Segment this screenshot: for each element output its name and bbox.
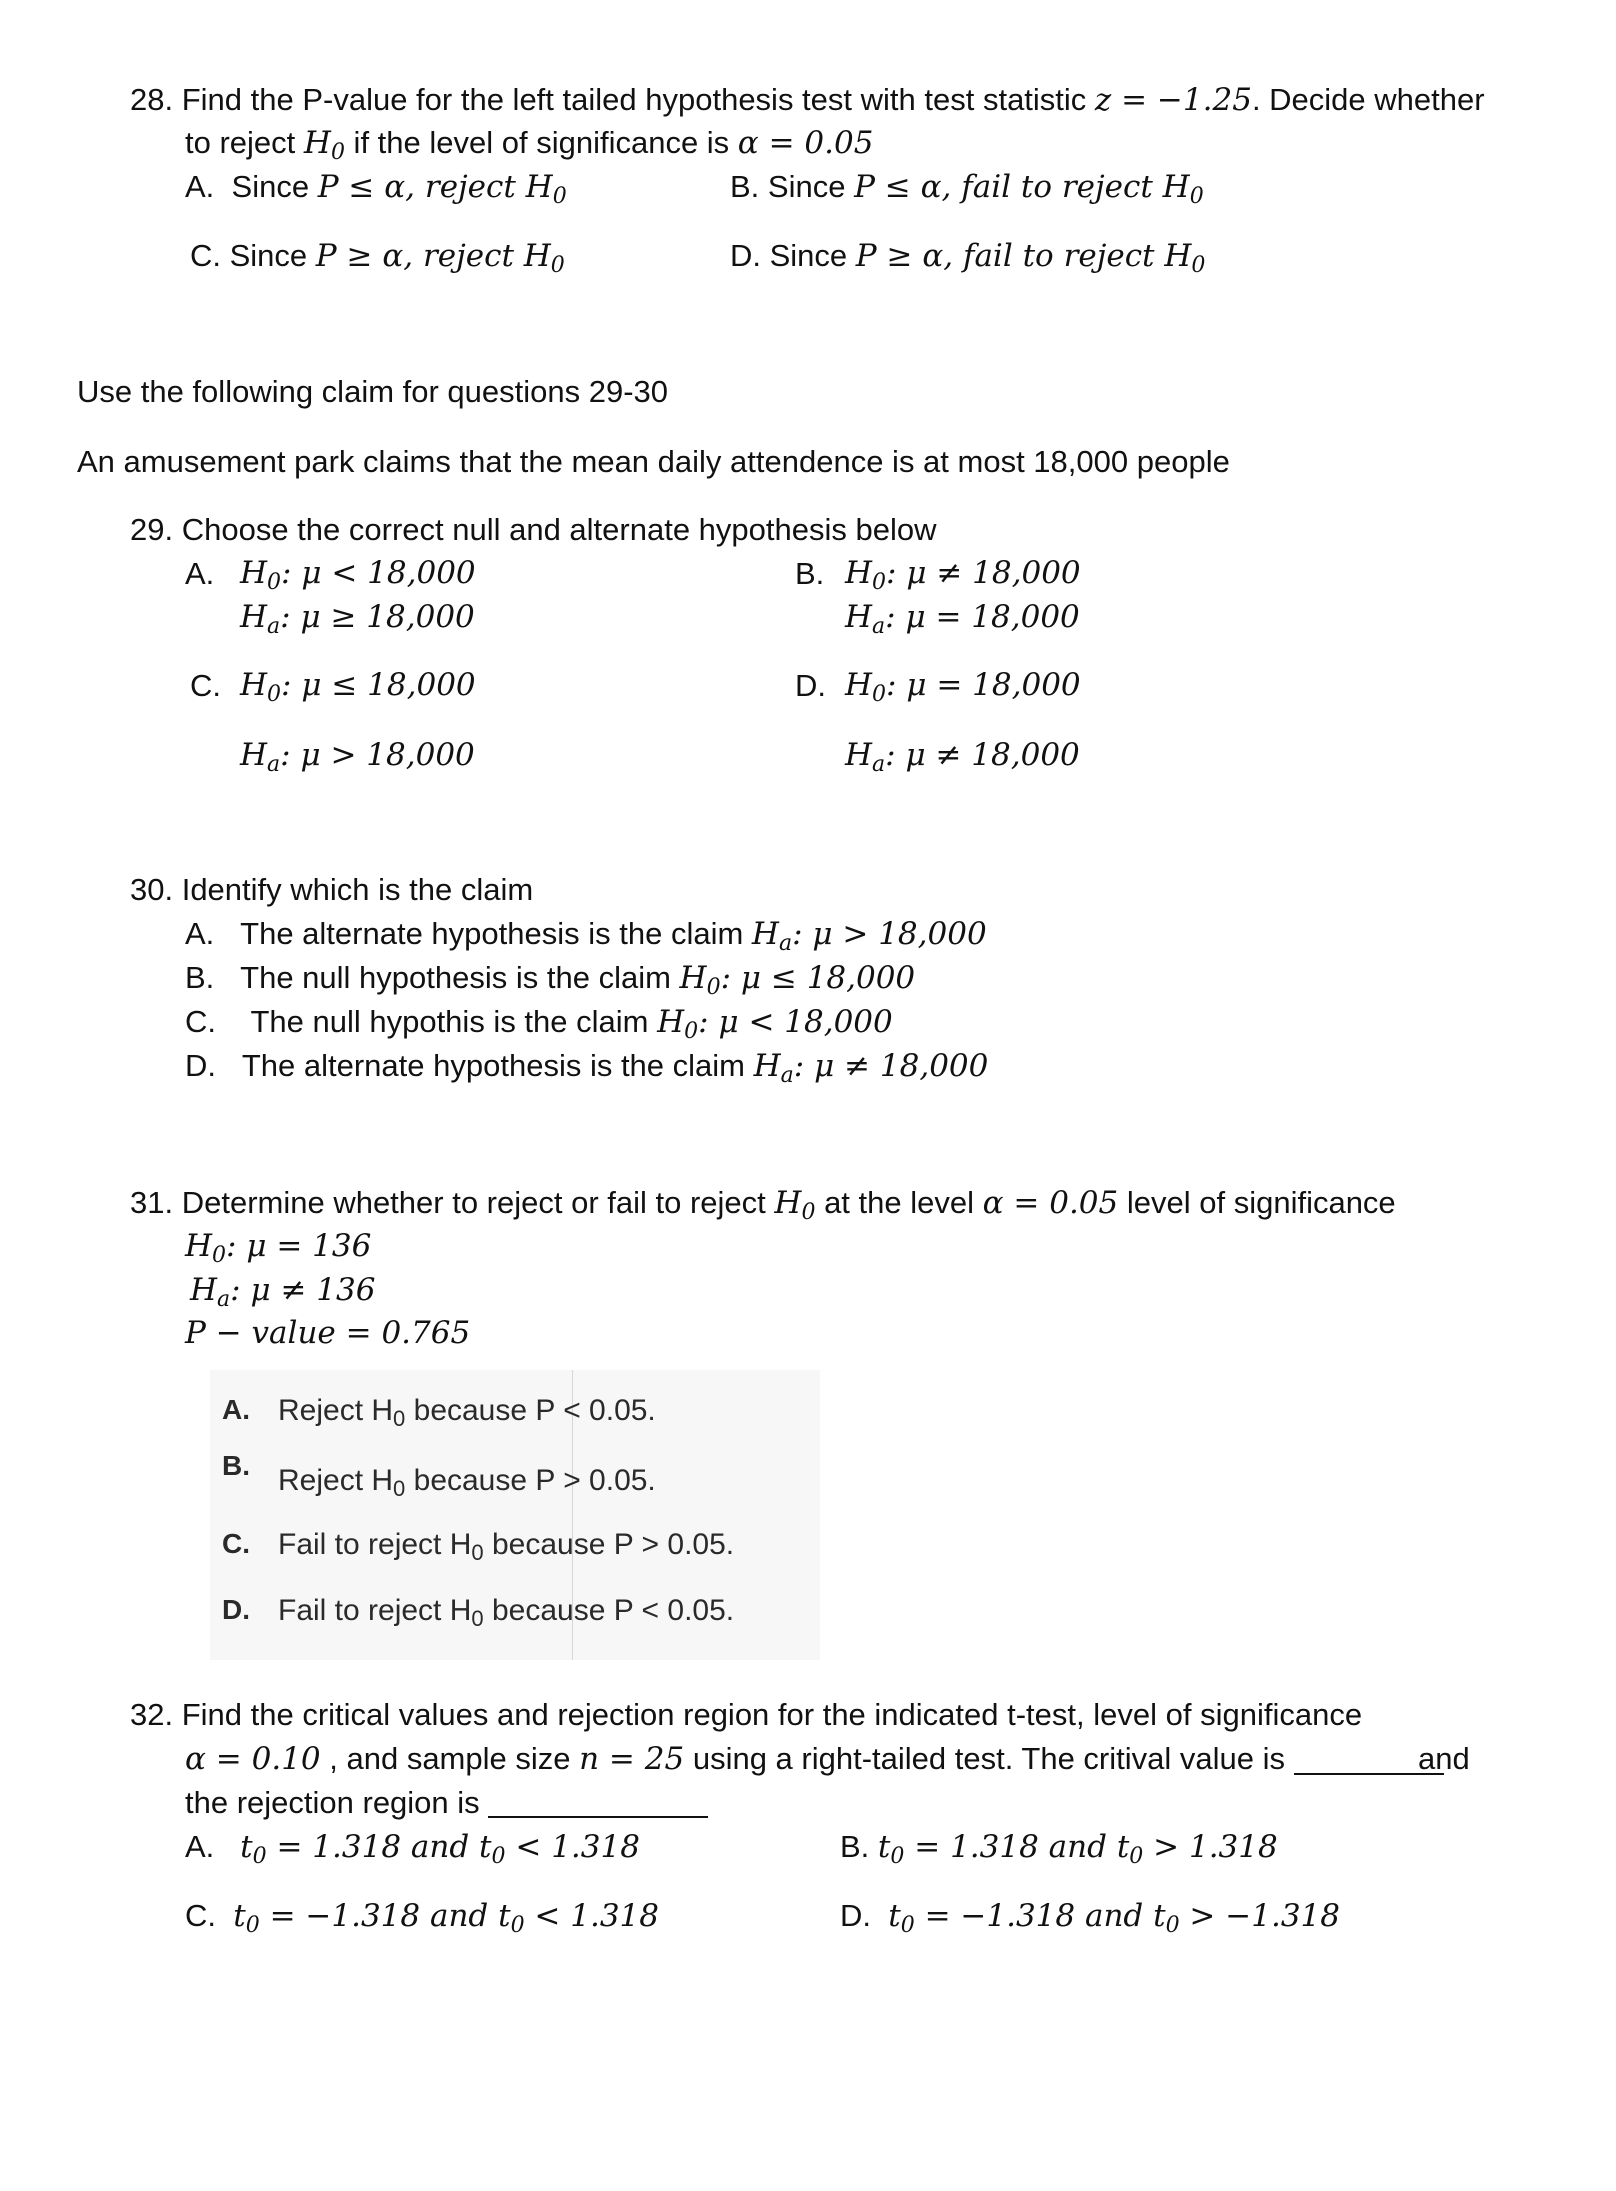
q28-text-end: . Decide whether bbox=[1251, 82, 1485, 117]
option-label: B. Since bbox=[730, 169, 855, 204]
q29-question: 29. Choose the correct null and alternate hypothesis below bbox=[130, 512, 937, 547]
q28-line1 bbox=[130, 84, 1485, 116]
q30-question: 30. Identify which is the claim bbox=[130, 872, 534, 907]
q29-option-b-ha: $H_a$: μ = 18,000 bbox=[845, 599, 1080, 639]
q32-option-a[interactable]: A. $t_0 = 1.318$ and $t_0 < 1.318$ bbox=[185, 1829, 640, 1869]
claim-statement: An amusement park claims that the mean daily attendence is at most 18,000 people bbox=[77, 444, 1230, 479]
q28-text2b: if the level of significance is bbox=[344, 125, 738, 160]
q32-line2: α = 0.10 , and sample size n = 25 using a right-tailed test. The critival value is bbox=[185, 1743, 1444, 1775]
q29-option-b-h0: $H_0$: μ ≠ 18,000 bbox=[845, 555, 1081, 595]
q28-alpha: α = 0.05 bbox=[737, 125, 874, 161]
q29-option-c-ha: $H_a$: μ > 18,000 bbox=[240, 737, 475, 777]
q28-option-a[interactable] bbox=[185, 169, 567, 209]
h0-subscript: 0 bbox=[330, 140, 345, 165]
scan-option-c[interactable]: Fail to reject $H_0$ because P > 0.05. bbox=[278, 1528, 735, 1565]
scan-option-d[interactable]: Fail to reject $H_0$ because P < 0.05. bbox=[278, 1594, 735, 1631]
option-math: P ≥ α, fail to reject $H_0$ bbox=[855, 238, 1206, 278]
claim-intro: Use the following claim for questions 29-30 bbox=[77, 374, 669, 409]
q31-question: 31. Determine whether to reject or fail to reject $H_0$ at the level α = 0.05 level of significance bbox=[130, 1185, 1396, 1225]
q32-option-b[interactable]: B. $t_0 = 1.318$ and $t_0 > 1.318$ bbox=[840, 1829, 1278, 1869]
q29-option-d-label[interactable]: D. bbox=[795, 668, 826, 703]
q32-option-d[interactable]: D. $t_0 = -1.318$ and $t_0 > -1.318$ bbox=[840, 1898, 1340, 1938]
scan-option-b[interactable]: Reject $H_0$ because P > 0.05. bbox=[278, 1464, 656, 1501]
q32-line3: the rejection region is bbox=[185, 1787, 708, 1818]
q31-pvalue: P − value = 0.765 bbox=[185, 1315, 471, 1351]
q28-option-c[interactable] bbox=[190, 238, 565, 278]
rejection-region-blank[interactable] bbox=[488, 1790, 708, 1818]
q32-and: and bbox=[1418, 1741, 1470, 1776]
q29-option-a-ha: $H_a$: μ ≥ 18,000 bbox=[240, 599, 475, 639]
q29-option-c-h0: $H_0$: μ ≤ 18,000 bbox=[240, 667, 476, 707]
q31-options-scan bbox=[210, 1370, 820, 1660]
option-label: A. bbox=[185, 169, 215, 204]
scan-option-d-label: D. bbox=[222, 1594, 250, 1625]
q30-option-b[interactable]: B. The null hypothesis is the claim $H_0$: μ ≤ 18,000 bbox=[185, 960, 916, 1000]
option-math: P ≥ α, reject $H_0$ bbox=[315, 238, 565, 278]
option-math: P ≤ α, fail to reject $H_0$ bbox=[854, 169, 1204, 209]
option-text: Since bbox=[231, 169, 318, 204]
q28-text2: to reject bbox=[185, 125, 304, 160]
q29-option-a-label[interactable]: A. bbox=[185, 556, 215, 591]
scan-option-b-label: B. bbox=[222, 1450, 250, 1481]
q30-option-d[interactable]: D. The alternate hypothesis is the claim $H_a$: μ ≠ 18,000 bbox=[185, 1048, 989, 1088]
q28-option-b[interactable] bbox=[730, 169, 1204, 209]
q31-ha: $H_a$: μ ≠ 136 bbox=[190, 1272, 376, 1312]
q28-line2 bbox=[185, 125, 874, 165]
scan-option-c-label: C. bbox=[222, 1528, 250, 1559]
scan-option-a[interactable]: Reject $H_0$ because P < 0.05. bbox=[278, 1394, 656, 1431]
q28-option-d[interactable] bbox=[730, 238, 1206, 278]
option-math: P ≤ α, reject $H_0$ bbox=[317, 169, 567, 209]
option-label: C. Since bbox=[190, 238, 316, 273]
q29-option-b-label[interactable]: B. bbox=[795, 556, 825, 591]
q30-option-a[interactable]: A. The alternate hypothesis is the claim $H_a$: μ > 18,000 bbox=[185, 916, 987, 956]
q29-option-d-ha: $H_a$: μ ≠ 18,000 bbox=[845, 737, 1080, 777]
q28-test-statistic: z = −1.25 bbox=[1094, 82, 1252, 118]
q32-option-c[interactable]: C. $t_0 = -1.318$ and $t_0 < 1.318$ bbox=[185, 1898, 660, 1938]
q29-option-c-label[interactable]: C. bbox=[190, 668, 221, 703]
q28-h0: $H_0$ bbox=[303, 125, 345, 165]
q28-text: 28. Find the P-value for the left tailed hypothesis test with test statistic bbox=[130, 82, 1095, 117]
q29-option-a-h0: $H_0$: μ < 18,000 bbox=[240, 555, 476, 595]
q30-option-c[interactable]: C. The null hypothis is the claim $H_0$: μ < 18,000 bbox=[185, 1004, 893, 1044]
q32-line1: 32. Find the critical values and rejection region for the indicated t-test, level of significance bbox=[130, 1697, 1363, 1732]
q29-option-d-h0: $H_0$: μ = 18,000 bbox=[845, 667, 1081, 707]
scan-option-a-label: A. bbox=[222, 1394, 250, 1425]
option-label: D. Since bbox=[730, 238, 856, 273]
q31-h0: $H_0$: μ = 136 bbox=[185, 1228, 372, 1268]
